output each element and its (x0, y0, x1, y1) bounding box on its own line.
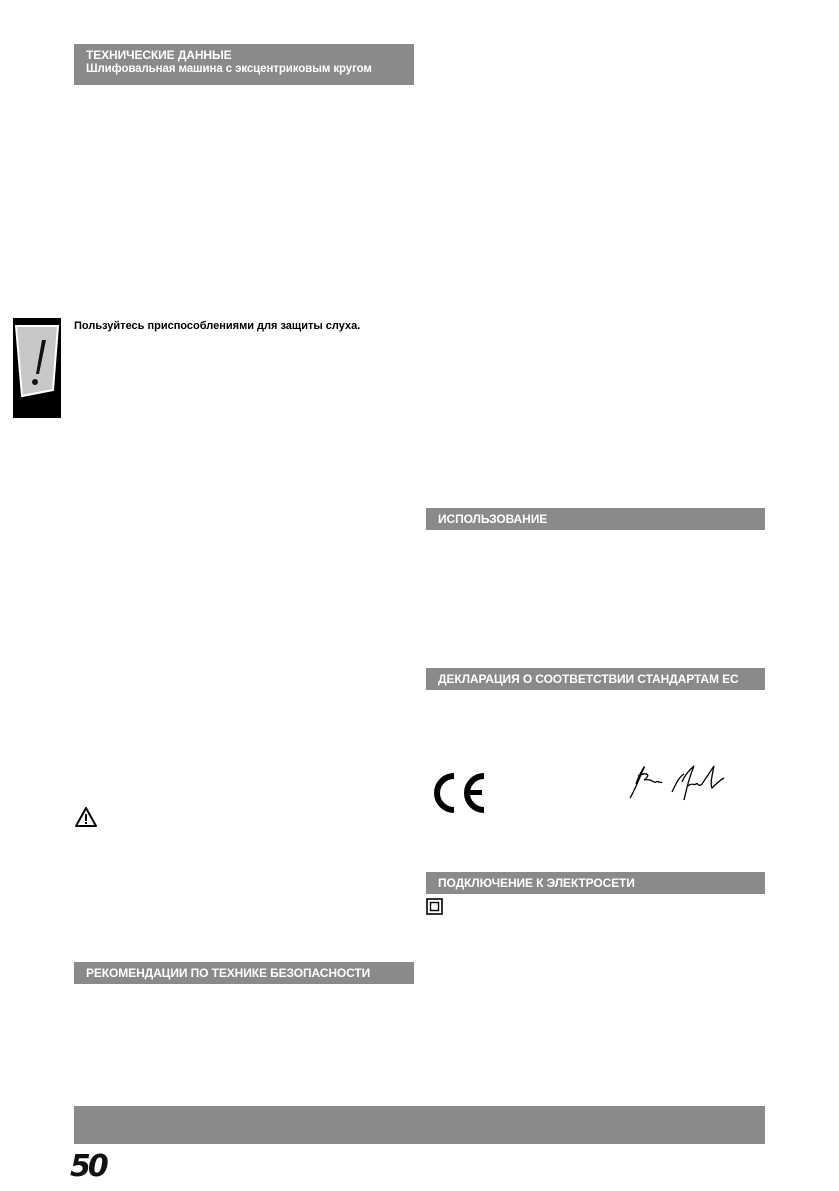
warning-triangle-icon (74, 806, 98, 828)
declaration-header (426, 668, 765, 690)
safety-title: РЕКОМЕНДАЦИИ ПО ТЕХНИКЕ БЕЗОПАСНОСТИ (86, 966, 371, 980)
hearing-warning-block (13, 318, 61, 418)
tech-data-subtitle: Шлифовальная машина с эксцентриковым кругом (86, 63, 372, 75)
power-header (426, 872, 765, 894)
ce-mark-icon (430, 770, 488, 816)
tech-data-header (74, 44, 414, 85)
use-header (426, 508, 765, 530)
hearing-protection-note: Пользуйтесь приспособлениями для защиты слуха. (74, 320, 361, 332)
exclamation-triangle-icon (13, 318, 61, 418)
double-insulation-icon (426, 898, 443, 915)
declaration-title: ДЕКЛАРАЦИЯ О СООТВЕТСТВИИ СТАНДАРТАМ ЕС (438, 672, 739, 686)
power-title: ПОДКЛЮЧЕНИЕ К ЭЛЕКТРОСЕТИ (438, 876, 635, 890)
page-number: 50 (70, 1149, 106, 1184)
footer-bar (74, 1106, 765, 1144)
use-title: ИСПОЛЬЗОВАНИЕ (438, 512, 548, 526)
signature (626, 762, 746, 802)
tech-data-title: ТЕХНИЧЕСКИЕ ДАННЫЕ (86, 48, 232, 62)
safety-header (74, 962, 414, 984)
